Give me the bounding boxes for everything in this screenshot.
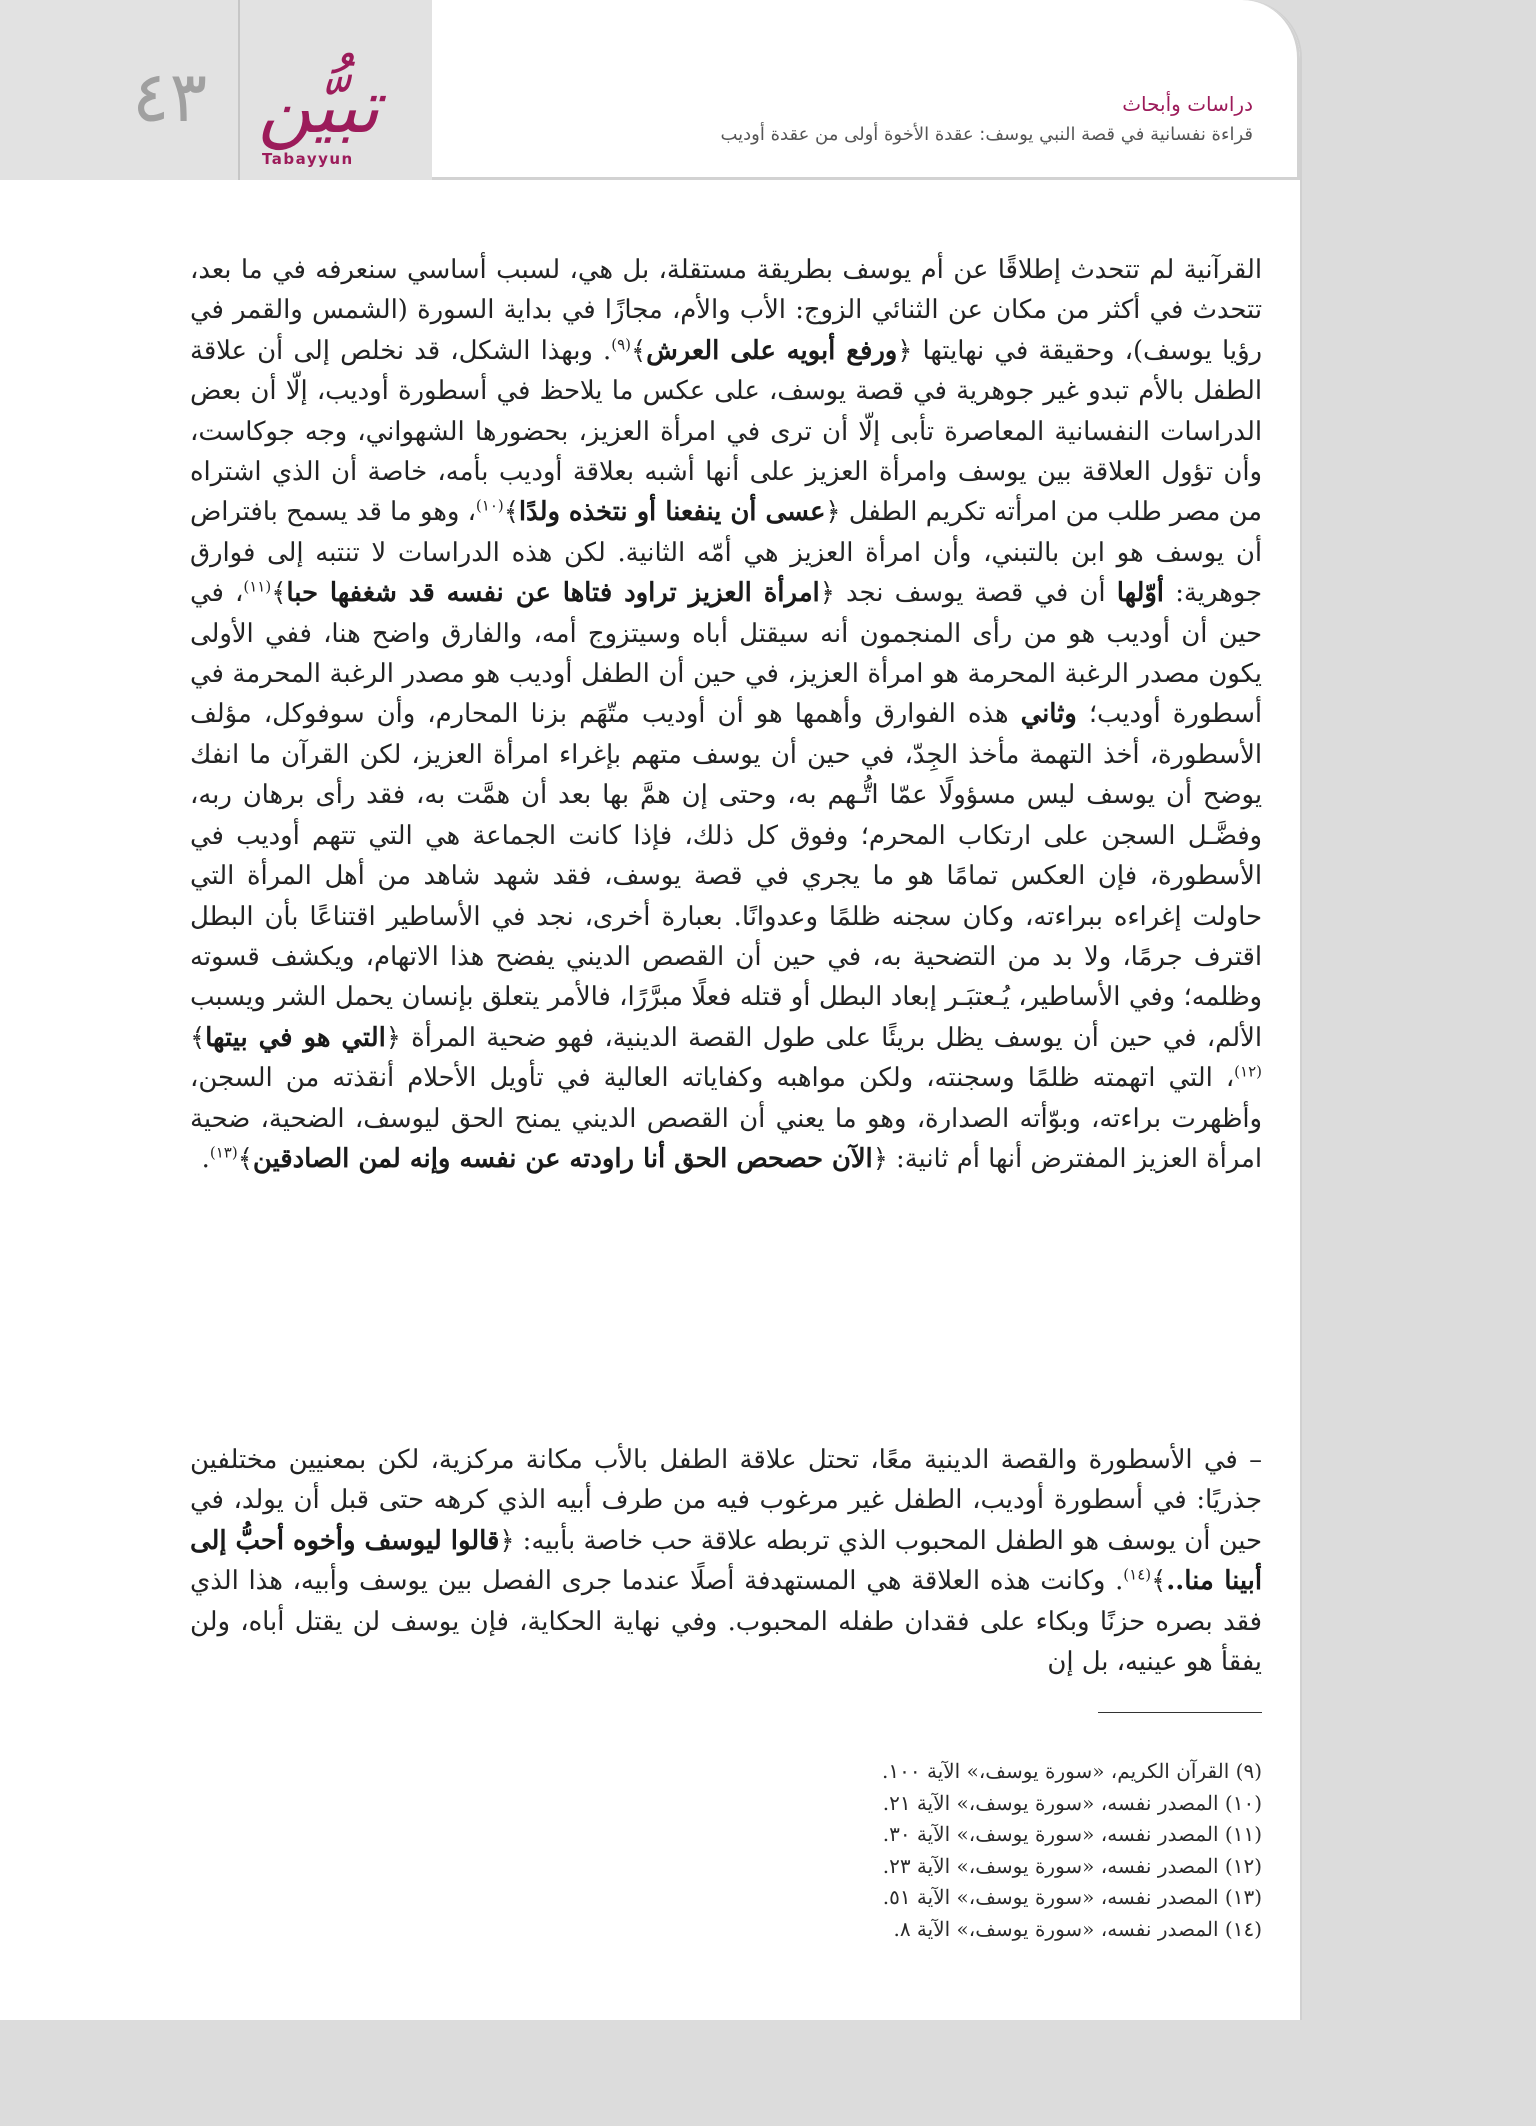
footnote: (٩) القرآن الكريم، «سورة يوسف،» الآية ١٠٠. [882, 1759, 1262, 1783]
footnote-ref: (١١) [243, 577, 272, 596]
emphasis: وثاني [1020, 699, 1077, 730]
footnote: (١٣) المصدر نفسه، «سورة يوسف،» الآية ٥١. [882, 1885, 1262, 1910]
footnote-ref: (١٠) [475, 496, 504, 515]
footnote-ref: (١٣) [209, 1143, 238, 1162]
journal-logo-latin: Tabayyun [262, 150, 354, 168]
page-header [0, 0, 1300, 180]
footnote-ref: (٩) [611, 335, 631, 354]
footnote: (١٠) المصدر نفسه، «سورة يوسف،» الآية ٢١. [882, 1790, 1262, 1815]
quran-quote: ورفع أبويه على العرش [646, 335, 898, 366]
page-number: ٤٣ [132, 56, 208, 138]
footnote: (١٤) المصدر نفسه، «سورة يوسف،» الآية ٨. [893, 1916, 1262, 1941]
body-paragraph-1: القرآنية لم تتحدث إطلاقًا عن أم يوسف بطريقة مستقلة، بل هي، لسبب أساسي سنعرفه في ما بعد، تتحدث في أكثر من مكان عن الثنائي الزوج: الأب والأم، مجازًا في بداية السورة (الشمس والقمر في رؤيا يوسف)، وحقيقة في نهايتها ﴿ورفع أبويه على العرش﴾$^{(٩)}$. وبهذا الشكل، قد نخلص إلى أن علاقة الطفل بالأم تبدو غير جوهرية في قصة يوسف، على عكس ما يلاحظ في أسطورة أوديب، إلّا أن بعض الدراسات النفسانية المعاصرة تأبى إلّا أن ترى في امرأة العزيز، بحضورها الشهواني، وجه جوكاست، وأن تؤول العلاقة بين يوسف وامرأة العزيز على أنها أشبه بعلاقة أوديب بأمه، خاصة أن الذي اشتراه من مصر طلب من امرأته تكريم الطفل ﴿عسى أن ينفعنا أو نتخذه ولدًا﴾$^{(١٠)}$، وهو ما قد يسمح بافتراض أن يوسف هو ابن بالتبني، وأن امرأة العزيز هي أمّه الثانية. لكن هذه الدراسات لا تنتبه إلى فوارق جوهرية: أوّلها أن في قصة يوسف نجد ﴿امرأة العزيز تراود فتاها عن نفسه قد شغفها حبا﴾$^{(١١)}$، في حين أن أوديب هو من رأى المنجمون أنه سيقتل أباه وسيتزوج أمه، والفارق واضح هنا، ففي الأولى يكون مصدر الرغبة المحرمة هو امرأة العزيز، في حين أن الطفل أوديب هو مصدر الرغبة المحرمة في أسطورة أوديب؛ وثاني هذه الفوارق وأهمها هو أن أوديب متّهَم بزنا المحارم، وأن سوفوكل، مؤلف الأسطورة، أخذ التهمة مأخذ الجِدّ، في حين أن يوسف متهم بإغراء امرأة العزيز، لكن القرآن ما انفك يوضح أن يوسف ليس مسؤولًا عمّا اتُّـهم به، وحتى إن همَّ بها بعد أن همَّت به، فقد رأى برهان ربه، وفضَّـل السجن على ارتكاب المحرم؛ وفوق كل ذلك، فإذا كانت الجماعة هي التي تتهم أوديب في الأسطورة، فإن العكس تمامًا هو ما يجري في قصة يوسف، فقد شهد شاهد من أهل المرأة التي حاولت إغراءه ببراءته، وكان سجنه ظلمًا وعدوانًا. بعبارة أخرى، نجد في الأساطير اقتناعًا بأن البطل اقترف جرمًا، ولا بد من التضحية به، في حين أن القصص الديني يفضح هذا الاتهام، ويكشف قسوته وظلمه؛ وفي الأساطير، يُـعتبَـر إبعاد البطل أو قتله فعلًا مبرَّرًا، فالأمر يتعلق بإنسان يحمل الشر ويسبب الألم، في حين أن يوسف يظل بريئًا على طول القصة الدينية، فهو ضحية المرأة ﴿التي هو في بيتها﴾$^{(١٢)}$، التي اتهمته ظلمًا وسجنته، ولكن مواهبه وكفاياته العالية في تأويل الأحلام أنقذته من السجن، وأظهرت براءته، وبوّأته الصدارة، وهو ما يعني أن القصص الديني يمنح الحق ليوسف، الضحية، ضحية امرأة العزيز المفترض أنها أم ثانية: ﴿الآن حصحص الحق أنا راودته عن نفسه وإنه لمن الصادقين﴾$^{(١٣)}$. [190, 255, 1263, 1174]
footnotes [800, 1756, 1262, 1946]
article-title: قراءة نفسانية في قصة النبي يوسف: عقدة الأخوة أولى من عقدة أوديب [720, 124, 1253, 145]
quran-quote: التي هو في بيتها [205, 1022, 386, 1053]
footnote-ref: (١٢) [1234, 1062, 1262, 1081]
quran-quote: عسى أن ينفعنا أو نتخذه ولدًا [518, 497, 826, 528]
body-paragraph-2: – في الأسطورة والقصة الدينية معًا، تحتل علاقة الطفل بالأب مكانة مركزية، لكن بمعنيين مختلفين جذريًا: في أسطورة أوديب، الطفل غير مرغوب فيه من طرف أبيه الذي كرهه حتى قبل أن يولد، في حين أن يوسف هو الطفل المحبوب الذي تربطه علاقة حب خاصة بأبيه: ﴿قالوا ليوسف وأخوه أحبُّ إلى أبينا منا..﴾$^{(١٤)}$. وكانت هذه العلاقة هي المستهدفة أصلًا عندما جرى الفصل بين يوسف وأبيه، هذا الذي فقد بصره حزنًا وبكاء على فقدان طفله المحبوب. وفي نهاية الحكاية، فإن يوسف لن يقتل أباه، ولن يفقأ هو عينيه، بل إن [190, 1445, 1262, 1678]
quran-quote: امرأة العزيز تراود فتاها عن نفسه قد شغفها حبا [286, 578, 820, 609]
footnote-separator [1098, 1712, 1262, 1713]
footnote: (١١) المصدر نفسه، «سورة يوسف،» الآية ٣٠. [882, 1822, 1262, 1847]
footnote: (١٢) المصدر نفسه، «سورة يوسف،» الآية ٢٣. [882, 1853, 1262, 1878]
footnote-ref: (١٤) [1123, 1565, 1152, 1584]
journal-logo: تبيُّن [258, 64, 380, 150]
section-title: دراسات وأبحاث [1122, 92, 1253, 116]
header-divider [238, 0, 240, 180]
quran-quote: الآن حصحص الحق أنا راودته عن نفسه وإنه لمن الصادقين [252, 1143, 873, 1174]
emphasis: أوّلها [1116, 578, 1164, 609]
quran-quote: قالوا ليوسف وأخوه أحبُّ إلى أبينا منا.. [190, 1525, 1262, 1597]
